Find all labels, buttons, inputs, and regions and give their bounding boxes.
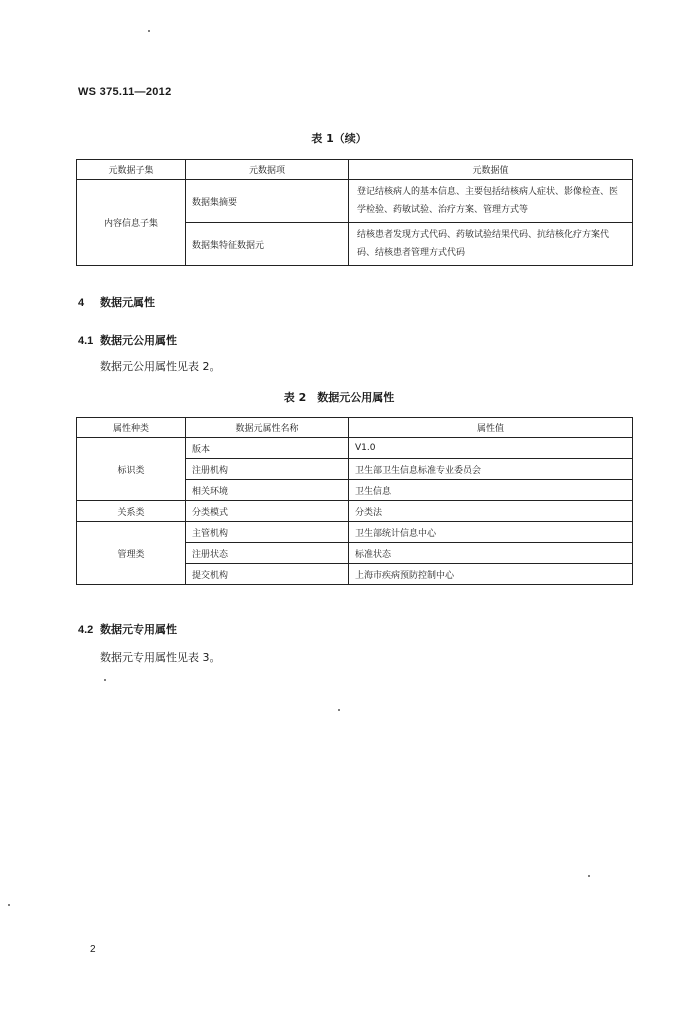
- table2-header-name: 数据元属性名称: [186, 418, 349, 438]
- section-number: 4.1: [78, 335, 94, 347]
- table2-attr-name: 注册状态: [186, 543, 349, 564]
- table2-attr-value: V1.0: [349, 438, 633, 459]
- section-title: 数据元公用属性: [100, 334, 177, 347]
- table2-category: 关系类: [77, 501, 186, 522]
- table1-value: 登记结核病人的基本信息、主要包括结核病人症状、影像检查、医学检验、药敏试验、治疗方案、管理方式等: [349, 180, 633, 223]
- table2-header-value: 属性值: [349, 418, 633, 438]
- scan-speck: [338, 709, 340, 711]
- table2-category: 标识类: [77, 438, 186, 501]
- table-row: [77, 438, 633, 459]
- table1: [76, 159, 633, 266]
- table1-group-label: 内容信息子集: [77, 180, 186, 266]
- table2-header-category: 属性种类: [77, 418, 186, 438]
- table2-attr-value: 分类法: [349, 501, 633, 522]
- table1-header-row: [77, 160, 633, 180]
- section-number: 4.2: [78, 624, 94, 636]
- scan-speck: [104, 679, 106, 681]
- table2-attr-name: 注册机构: [186, 459, 349, 480]
- table1-value: 结核患者发现方式代码、药敏试验结果代码、抗结核化疗方案代码、结核患者管理方式代码: [349, 223, 633, 266]
- table2-attr-name: 版本: [186, 438, 349, 459]
- section-4-2-paragraph: 数据元专用属性见表 3。: [100, 651, 221, 664]
- table1-header-subset: 元数据子集: [77, 160, 186, 180]
- table1-header-item: 元数据项: [186, 160, 349, 180]
- scan-speck: [8, 904, 10, 906]
- table-row: [77, 180, 633, 223]
- table2-attr-name: 分类模式: [186, 501, 349, 522]
- table1-item: 数据集摘要: [186, 180, 349, 223]
- section-title: 数据元专用属性: [100, 623, 177, 636]
- table2-attr-name: 相关环境: [186, 480, 349, 501]
- table2-attr-value: 卫生部卫生信息标准专业委员会: [349, 459, 633, 480]
- section-4-heading: [78, 294, 155, 310]
- scan-speck: [588, 875, 590, 877]
- table2-attr-value: 上海市疾病预防控制中心: [349, 564, 633, 585]
- table2-attr-name: 提交机构: [186, 564, 349, 585]
- section-number: 4: [78, 297, 85, 309]
- standard-number: WS 375.11—2012: [78, 86, 172, 98]
- table2-attr-name: 主管机构: [186, 522, 349, 543]
- section-4-1-heading: [78, 332, 177, 348]
- table2: [76, 417, 633, 585]
- section-title: 数据元属性: [100, 296, 155, 309]
- section-4-2-heading: [78, 621, 177, 637]
- table-row: [77, 522, 633, 543]
- table1-item: 数据集特征数据元: [186, 223, 349, 266]
- table-row: [77, 501, 633, 522]
- table1-caption: 表 1（续）: [311, 132, 367, 145]
- table2-attr-value: 标准状态: [349, 543, 633, 564]
- section-4-1-paragraph: 数据元公用属性见表 2。: [100, 360, 221, 373]
- table2-attr-value: 卫生信息: [349, 480, 633, 501]
- table2-header-row: [77, 418, 633, 438]
- scan-speck: [148, 30, 150, 32]
- table2-category: 管理类: [77, 522, 186, 585]
- table2-attr-value: 卫生部统计信息中心: [349, 522, 633, 543]
- table2-caption: 表 2 数据元公用属性: [283, 391, 395, 404]
- page-number: 2: [90, 944, 96, 955]
- table1-header-value: 元数据值: [349, 160, 633, 180]
